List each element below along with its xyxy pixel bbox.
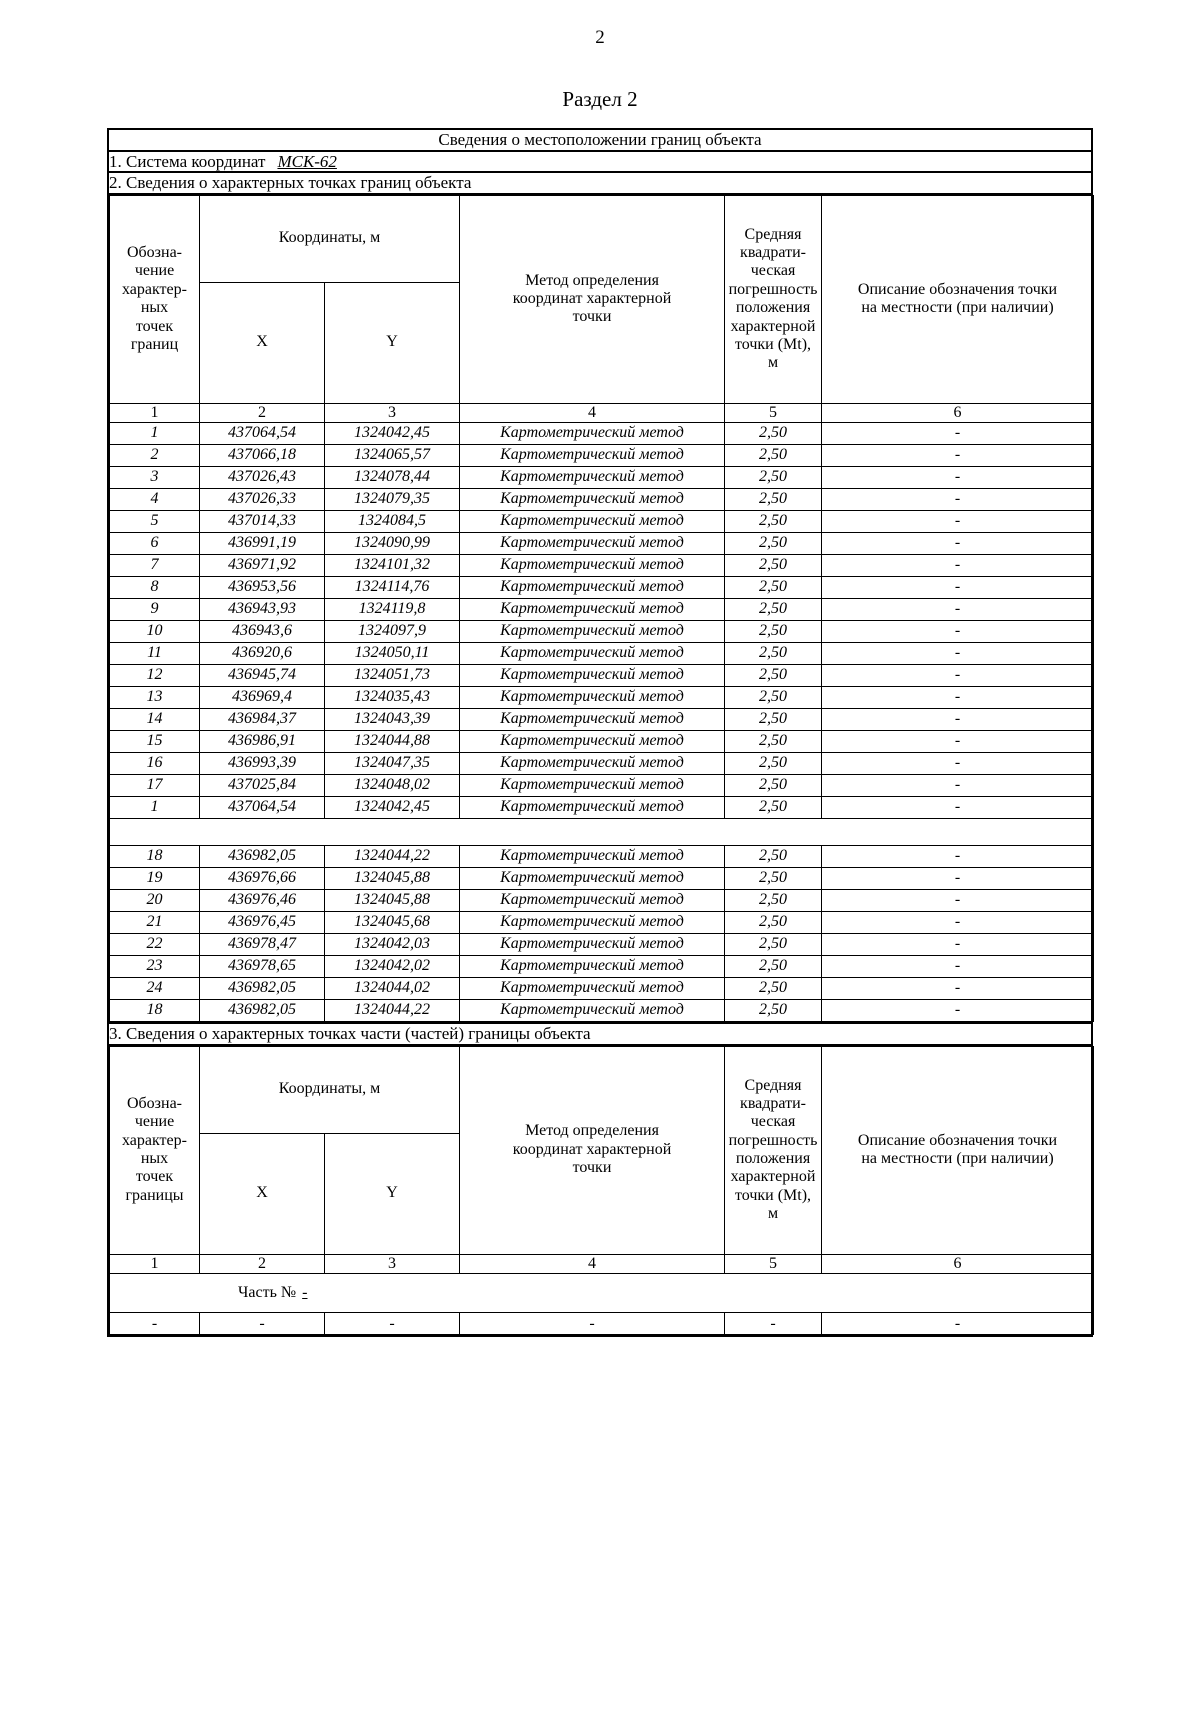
cell-description: - <box>822 709 1094 731</box>
table-row <box>110 665 1094 687</box>
cell-mse: 2,50 <box>725 423 822 445</box>
cell-mse: 2,50 <box>725 753 822 775</box>
cell-description: - <box>822 467 1094 489</box>
cell-description: - <box>822 665 1094 687</box>
cell-point-number: 21 <box>110 912 200 934</box>
header-description: Описание обозначения точки на местности (при наличии) <box>822 195 1094 403</box>
cell-y: 1324101,32 <box>325 555 460 577</box>
cell-method: Картометрический метод <box>460 1000 725 1022</box>
cell-mse: 2,50 <box>725 934 822 956</box>
cell-x: 436978,65 <box>200 956 325 978</box>
cell-point-number: 2 <box>110 445 200 467</box>
cell-description: - <box>822 797 1094 819</box>
header-column-number-1: 1 <box>110 1254 200 1273</box>
cell-x: 436978,47 <box>200 934 325 956</box>
document-title-cell: Сведения о местоположении границ объекта <box>108 129 1092 151</box>
cell-mse: 2,50 <box>725 555 822 577</box>
cell-description: - <box>822 890 1094 912</box>
cell-y: 1324051,73 <box>325 665 460 687</box>
cell-y: 1324084,5 <box>325 511 460 533</box>
cell-mse: 2,50 <box>725 533 822 555</box>
header-column-number-5: 5 <box>725 1254 822 1273</box>
cell-description: - <box>822 868 1094 890</box>
cell-x: 437066,18 <box>200 445 325 467</box>
cell-x: 437026,33 <box>200 489 325 511</box>
header-coordinates: Координаты, м <box>200 195 460 282</box>
cell-method: Картометрический метод <box>460 731 725 753</box>
cell-x: 436976,45 <box>200 912 325 934</box>
cell-method: Картометрический метод <box>460 753 725 775</box>
coordinate-system-value: МСК-62 <box>277 151 337 171</box>
cell-mse: 2,50 <box>725 445 822 467</box>
table-row <box>110 956 1094 978</box>
contour-separator-cell <box>110 819 1094 846</box>
header-y: Y <box>325 1133 460 1254</box>
empty-cell-6: - <box>822 1313 1094 1335</box>
cell-description: - <box>822 912 1094 934</box>
cell-method: Картометрический метод <box>460 577 725 599</box>
cell-x: 436971,92 <box>200 555 325 577</box>
header-method: Метод определения координат характерной точки <box>460 195 725 403</box>
table-row <box>110 687 1094 709</box>
cell-x: 437026,43 <box>200 467 325 489</box>
cell-y: 1324048,02 <box>325 775 460 797</box>
cell-point-number: 5 <box>110 511 200 533</box>
cell-method: Картометрический метод <box>460 467 725 489</box>
cell-description: - <box>822 934 1094 956</box>
section-heading: Раздел 2 <box>562 87 638 111</box>
empty-cell-2: - <box>200 1313 325 1335</box>
contour-separator-row <box>110 819 1094 846</box>
cell-point-number: 14 <box>110 709 200 731</box>
table-row <box>110 643 1094 665</box>
cell-mse: 2,50 <box>725 978 822 1000</box>
empty-cell-4: - <box>460 1313 725 1335</box>
cell-y: 1324044,22 <box>325 846 460 868</box>
cell-point-number: 18 <box>110 1000 200 1022</box>
cell-method: Картометрический метод <box>460 956 725 978</box>
part-number-row <box>110 1273 1094 1312</box>
table-row <box>110 489 1094 511</box>
table-row <box>110 709 1094 731</box>
cell-y: 1324119,8 <box>325 599 460 621</box>
cell-description: - <box>822 423 1094 445</box>
cell-method: Картометрический метод <box>460 846 725 868</box>
cell-method: Картометрический метод <box>460 555 725 577</box>
header-description: Описание обозначения точки на местности (при наличии) <box>822 1046 1094 1254</box>
section3-points-table <box>109 1046 1094 1336</box>
header-column-number-4: 4 <box>460 403 725 422</box>
cell-x: 436953,56 <box>200 577 325 599</box>
header-column-number-3: 3 <box>325 1254 460 1273</box>
table-row <box>110 912 1094 934</box>
table-row <box>110 775 1094 797</box>
cell-mse: 2,50 <box>725 511 822 533</box>
cell-point-number: 18 <box>110 846 200 868</box>
cell-description: - <box>822 489 1094 511</box>
cell-y: 1324090,99 <box>325 533 460 555</box>
cell-mse: 2,50 <box>725 731 822 753</box>
cell-method: Картометрический метод <box>460 775 725 797</box>
header-coordinates: Координаты, м <box>200 1046 460 1133</box>
cell-point-number: 9 <box>110 599 200 621</box>
cell-x: 436920,6 <box>200 643 325 665</box>
cell-method: Картометрический метод <box>460 978 725 1000</box>
cell-point-number: 1 <box>110 423 200 445</box>
empty-data-row <box>110 1313 1094 1335</box>
table-row <box>110 555 1094 577</box>
cell-y: 1324035,43 <box>325 687 460 709</box>
cell-point-number: 19 <box>110 868 200 890</box>
cell-y: 1324045,68 <box>325 912 460 934</box>
header-x: X <box>200 1133 325 1254</box>
section2-label: 2. Сведения о характерных точках границ объекта <box>108 172 1092 194</box>
cell-y: 1324044,88 <box>325 731 460 753</box>
header-column-number-6: 6 <box>822 1254 1094 1273</box>
cell-point-number: 12 <box>110 665 200 687</box>
header-column-number-2: 2 <box>200 1254 325 1273</box>
header-column-number-1: 1 <box>110 403 200 422</box>
table-row <box>110 511 1094 533</box>
table-row <box>110 621 1094 643</box>
table-row <box>110 890 1094 912</box>
cell-x: 436982,05 <box>200 846 325 868</box>
empty-cell-1: - <box>110 1313 200 1335</box>
cell-x: 436976,66 <box>200 868 325 890</box>
cell-mse: 2,50 <box>725 797 822 819</box>
cell-point-number: 4 <box>110 489 200 511</box>
cell-x: 436984,37 <box>200 709 325 731</box>
cell-method: Картометрический метод <box>460 709 725 731</box>
section3-label: 3. Сведения о характерных точках части (частей) границы объекта <box>108 1023 1092 1045</box>
cell-x: 436982,05 <box>200 1000 325 1022</box>
cell-point-number: 17 <box>110 775 200 797</box>
table-row <box>110 731 1094 753</box>
cell-x: 437014,33 <box>200 511 325 533</box>
empty-cell-3: - <box>325 1313 460 1335</box>
cell-point-number: 10 <box>110 621 200 643</box>
header-column-number-3: 3 <box>325 403 460 422</box>
cell-point-number: 8 <box>110 577 200 599</box>
section2-table-wrapper <box>108 194 1092 1023</box>
cell-point-number: 13 <box>110 687 200 709</box>
cell-x: 436991,19 <box>200 533 325 555</box>
cell-description: - <box>822 555 1094 577</box>
cell-mse: 2,50 <box>725 709 822 731</box>
cell-description: - <box>822 956 1094 978</box>
cell-mse: 2,50 <box>725 687 822 709</box>
cell-method: Картометрический метод <box>460 797 725 819</box>
cell-method: Картометрический метод <box>460 599 725 621</box>
cell-x: 437025,84 <box>200 775 325 797</box>
cell-x: 436943,93 <box>200 599 325 621</box>
cell-mse: 2,50 <box>725 890 822 912</box>
cell-mse: 2,50 <box>725 643 822 665</box>
cell-y: 1324047,35 <box>325 753 460 775</box>
empty-cell-5: - <box>725 1313 822 1335</box>
cell-mse: 2,50 <box>725 775 822 797</box>
cell-y: 1324097,9 <box>325 621 460 643</box>
cell-mse: 2,50 <box>725 846 822 868</box>
header-column-number-4: 4 <box>460 1254 725 1273</box>
cell-description: - <box>822 753 1094 775</box>
cell-point-number: 1 <box>110 797 200 819</box>
cell-description: - <box>822 511 1094 533</box>
cell-point-number: 20 <box>110 890 200 912</box>
table-row <box>110 934 1094 956</box>
header-x: X <box>200 282 325 403</box>
cell-description: - <box>822 643 1094 665</box>
cell-mse: 2,50 <box>725 489 822 511</box>
cell-mse: 2,50 <box>725 467 822 489</box>
cell-description: - <box>822 978 1094 1000</box>
table-row <box>110 445 1094 467</box>
table-row <box>110 533 1094 555</box>
table-row <box>110 868 1094 890</box>
header-column-number-6: 6 <box>822 403 1094 422</box>
header-mean-square-error: Средняя квадрати- ческая погрешность положения характерной точки (Mt), м <box>725 1046 822 1254</box>
part-number-cell <box>110 1273 1094 1312</box>
cell-y: 1324050,11 <box>325 643 460 665</box>
cell-description: - <box>822 533 1094 555</box>
table-row <box>110 599 1094 621</box>
part-number-label: Часть № <box>238 1283 297 1301</box>
coordinate-system-row <box>108 151 1092 173</box>
cell-mse: 2,50 <box>725 665 822 687</box>
cell-method: Картометрический метод <box>460 912 725 934</box>
cell-description: - <box>822 731 1094 753</box>
cell-description: - <box>822 599 1094 621</box>
cell-y: 1324045,88 <box>325 868 460 890</box>
cell-description: - <box>822 621 1094 643</box>
cell-method: Картометрический метод <box>460 511 725 533</box>
cell-point-number: 3 <box>110 467 200 489</box>
coordinate-system-label: 1. Система координат <box>109 151 266 171</box>
cell-mse: 2,50 <box>725 599 822 621</box>
cell-x: 437064,54 <box>200 797 325 819</box>
cell-x: 436982,05 <box>200 978 325 1000</box>
cell-y: 1324042,03 <box>325 934 460 956</box>
cell-method: Картометрический метод <box>460 533 725 555</box>
cell-y: 1324043,39 <box>325 709 460 731</box>
cell-x: 436976,46 <box>200 890 325 912</box>
header-column-number-5: 5 <box>725 403 822 422</box>
table-row <box>110 797 1094 819</box>
table-row <box>110 577 1094 599</box>
cell-point-number: 16 <box>110 753 200 775</box>
cell-method: Картометрический метод <box>460 687 725 709</box>
cell-mse: 2,50 <box>725 868 822 890</box>
cell-y: 1324078,44 <box>325 467 460 489</box>
cell-y: 1324045,88 <box>325 890 460 912</box>
cell-point-number: 11 <box>110 643 200 665</box>
cell-mse: 2,50 <box>725 577 822 599</box>
cell-y: 1324065,57 <box>325 445 460 467</box>
cell-point-number: 15 <box>110 731 200 753</box>
cell-point-number: 24 <box>110 978 200 1000</box>
cell-mse: 2,50 <box>725 912 822 934</box>
header-y: Y <box>325 282 460 403</box>
cell-description: - <box>822 775 1094 797</box>
cell-method: Картометрический метод <box>460 621 725 643</box>
cell-description: - <box>822 577 1094 599</box>
cell-method: Картометрический метод <box>460 643 725 665</box>
cell-y: 1324044,22 <box>325 1000 460 1022</box>
header-point-designation: Обозна- чение характер- ных точек границы <box>110 1046 200 1254</box>
cell-x: 436943,6 <box>200 621 325 643</box>
cell-mse: 2,50 <box>725 956 822 978</box>
table-row <box>110 423 1094 445</box>
cell-x: 436969,4 <box>200 687 325 709</box>
cell-mse: 2,50 <box>725 621 822 643</box>
cell-x: 436986,91 <box>200 731 325 753</box>
cell-x: 436993,39 <box>200 753 325 775</box>
table-row <box>110 846 1094 868</box>
cell-x: 436945,74 <box>200 665 325 687</box>
cell-mse: 2,50 <box>725 1000 822 1022</box>
cell-method: Картометрический метод <box>460 445 725 467</box>
cell-y: 1324042,45 <box>325 423 460 445</box>
cell-y: 1324079,35 <box>325 489 460 511</box>
header-method: Метод определения координат характерной точки <box>460 1046 725 1254</box>
cell-method: Картометрический метод <box>460 423 725 445</box>
cell-x: 437064,54 <box>200 423 325 445</box>
cell-description: - <box>822 445 1094 467</box>
header-point-designation: Обозна- чение характер- ных точек границ <box>110 195 200 403</box>
header-mean-square-error: Средняя квадрати- ческая погрешность положения характерной точки (Mt), м <box>725 195 822 403</box>
part-number-value: - <box>302 1283 308 1301</box>
cell-method: Картометрический метод <box>460 934 725 956</box>
cell-y: 1324114,76 <box>325 577 460 599</box>
cell-description: - <box>822 846 1094 868</box>
cell-point-number: 23 <box>110 956 200 978</box>
section2-points-table <box>109 195 1094 1022</box>
table-row <box>110 978 1094 1000</box>
cell-point-number: 7 <box>110 555 200 577</box>
document-page <box>0 28 1200 1725</box>
section3-table-wrapper <box>108 1045 1092 1337</box>
cell-y: 1324042,45 <box>325 797 460 819</box>
cell-method: Картометрический метод <box>460 489 725 511</box>
header-column-number-2: 2 <box>200 403 325 422</box>
cell-method: Картометрический метод <box>460 890 725 912</box>
cell-y: 1324044,02 <box>325 978 460 1000</box>
cell-method: Картометрический метод <box>460 665 725 687</box>
cell-description: - <box>822 687 1094 709</box>
cell-point-number: 22 <box>110 934 200 956</box>
cell-point-number: 6 <box>110 533 200 555</box>
cell-y: 1324042,02 <box>325 956 460 978</box>
main-document-table <box>107 128 1093 1337</box>
table-row <box>110 467 1094 489</box>
table-row <box>110 1000 1094 1022</box>
cell-method: Картометрический метод <box>460 868 725 890</box>
table-row <box>110 753 1094 775</box>
page-number: 2 <box>595 27 605 48</box>
cell-description: - <box>822 1000 1094 1022</box>
